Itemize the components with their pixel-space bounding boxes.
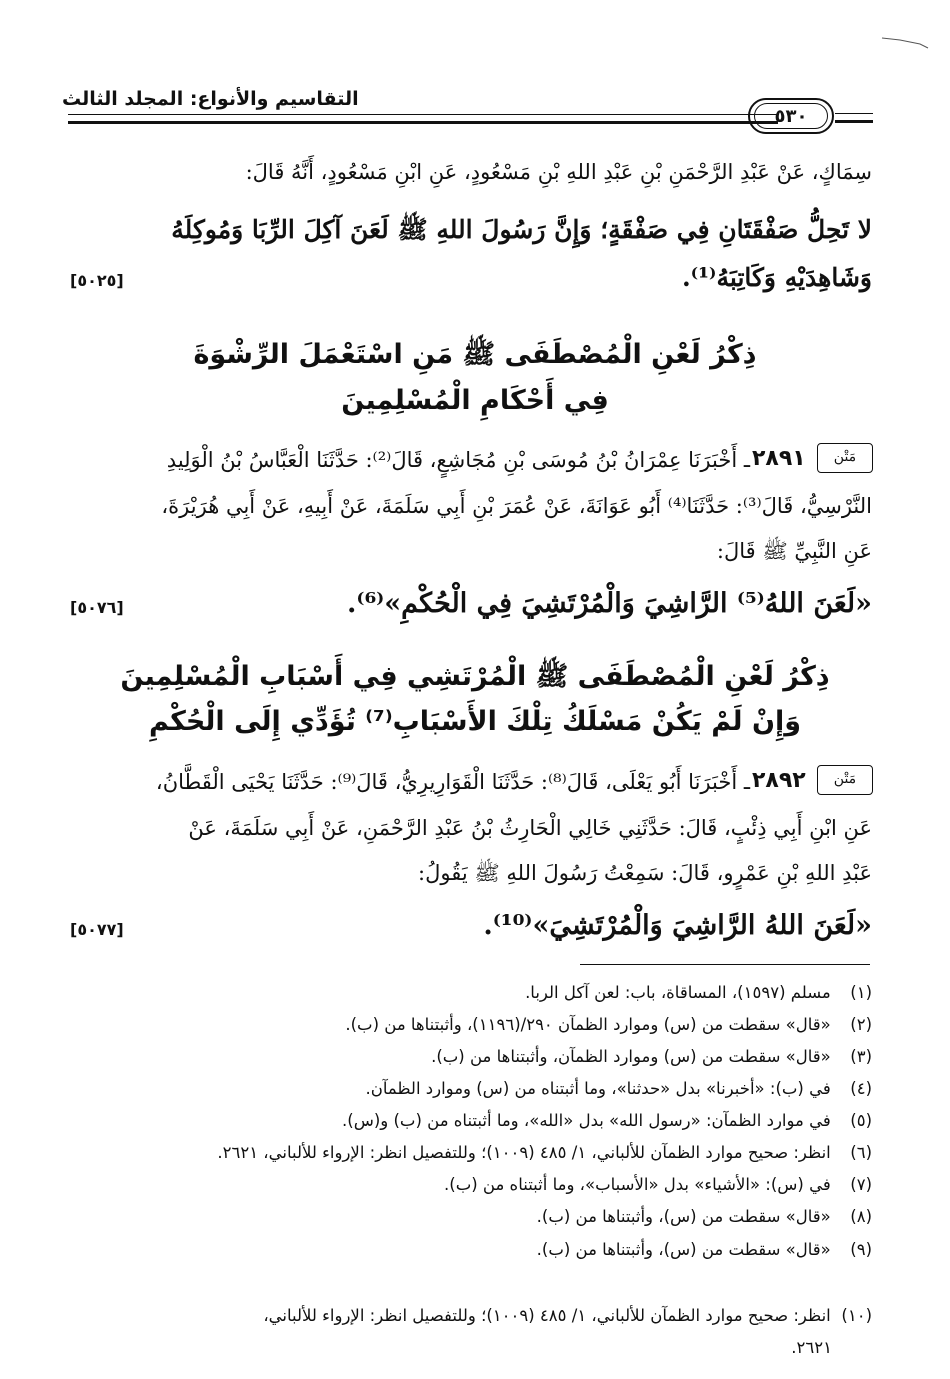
hadith-reference: [٥٠٧٧] — [70, 920, 124, 939]
header-rule — [68, 121, 778, 124]
hadith-marker-icon: مَتْن — [817, 765, 873, 795]
isnad-line: ـ أَخْبَرَنَا أَبُو يَعْلَى، قَالَ⁽⁸⁾: حَدَّثَنَا الْقَوَارِيرِيُّ، قَالَ⁽⁹⁾: حَدَّثَنَا يَحْيَى الْقَطَّانُ، — [155, 770, 750, 794]
footnote — [263, 1306, 872, 1325]
hadith-number: ٢٨٩١ — [752, 446, 806, 471]
footnote-number: (٤) — [850, 1079, 872, 1098]
footnote — [217, 1143, 872, 1162]
footnote-text: انظر: صحيح موارد الظمآن للألباني، ١/ ٤٨٥ (١٠٠٩)؛ وللتفصيل انظر: الإرواء للألباني، ٢٦٢١. — [217, 1143, 836, 1162]
hadith-number: ٢٨٩٢ — [752, 768, 806, 793]
isnad-line: النَّرْسِيُّ، قَالَ⁽³⁾: حَدَّثَنَا⁽⁴⁾ أَبُو عَوَانَةَ، عَنْ عُمَرَ بْنِ أَبِي سَلَمَةَ، عَنْ أَبِيهِ، عَنْ أَبِي هُرَيْرَةَ، — [161, 494, 872, 518]
hadith-text-line: «لَعَنَ اللهُ الرَّاشِيَ وَالْمُرْتَشِيَ»⁽¹⁰⁾. — [483, 910, 872, 941]
footnote-separator — [580, 964, 870, 965]
footnote — [342, 1111, 872, 1130]
isnad-line: عَنِ النَّبِيِّ ﷺ قَالَ: — [716, 539, 872, 563]
footnote-text: في (س): «الأشياء» بدل «الأسباب»، وما أثبتناه من (ب). — [444, 1175, 836, 1194]
footnote-text: «قال» سقطت من (س) وموارد الظمآن ٢٩٠/(١١٩٦)، وأثبتناها من (ب). — [345, 1015, 836, 1034]
footnote-number: (١٠) — [841, 1306, 872, 1325]
running-title: التقاسيم والأنواع: المجلد الثالث — [62, 88, 359, 110]
section-heading: ذِكْرُ لَعْنِ الْمُصْطَفَى ﷺ الْمُرْتَشِي فِي أَسْبَابِ الْمُسْلِمِينَ — [120, 661, 830, 692]
footnote — [431, 1047, 872, 1066]
intro-line: سِمَاكٍ، عَنْ عَبْدِ الرَّحْمَنِ بْنِ عَبْدِ اللهِ بْنِ مَسْعُودٍ، عَنِ ابْنِ مَسْعُودٍ، أَنَّهُ قَالَ: — [245, 160, 872, 184]
footnote-number: (٨) — [850, 1207, 872, 1226]
footnote-text: في (ب): «أخبرنا» بدل «حدثنا»، وما أثبتناه من (س) وموارد الظمآن. — [365, 1079, 836, 1098]
hadith-text-line: وَشَاهِدَيْهِ وَكَاتِبَهُ⁽¹⁾. — [681, 263, 872, 292]
hadith-text-line: لا تَحِلُّ صَفْقَتَانِ فِي صَفْقَةٍ؛ وَإِنَّ رَسُولَ اللهِ ﷺ لَعَنَ آكِلَ الرِّبَا وَمُوكِلَهُ — [171, 215, 872, 244]
scan-mark — [880, 30, 930, 50]
footnote-text: انظر: صحيح موارد الظمآن للألباني، ١/ ٤٨٥ (١٠٠٩)؛ وللتفصيل انظر: الإرواء للألباني، — [263, 1306, 836, 1325]
footnote-text: «قال» سقطت من (س)، وأثبتناها من (ب). — [536, 1240, 836, 1259]
page-number: ٥٣٠ — [754, 103, 828, 129]
footnote — [345, 1015, 872, 1034]
footnote-number: (٥) — [850, 1111, 872, 1130]
footnote — [537, 1207, 872, 1226]
footnote-number: (٣) — [850, 1047, 872, 1066]
footnote — [537, 1240, 872, 1259]
hadith-reference: [٥٠٢٥] — [70, 271, 124, 290]
hadith-marker-icon: مَتْن — [817, 443, 873, 473]
footnote-text: في موارد الظمآن: «رسول الله» بدل «الله»، وما أثبتناه من (ب) و(س). — [342, 1111, 836, 1130]
isnad-line: عَبْدِ اللهِ بْنِ عَمْرٍو، قَالَ: سَمِعْتُ رَسُولَ اللهِ ﷺ يَقُولُ: — [418, 861, 872, 885]
footnote-number: (٢) — [850, 1015, 872, 1034]
page-number-frame — [748, 98, 834, 134]
isnad-line: ـ أَخْبَرَنَا عِمْرَانُ بْنُ مُوسَى بْنِ مُجَاشِعٍ، قَالَ⁽²⁾: حَدَّثَنَا الْعَبَّاسُ بْنُ الْوَلِيدِ — [166, 448, 750, 472]
footnote-number: (١) — [850, 983, 872, 1002]
footnote-number: (٦) — [850, 1143, 872, 1162]
footnote — [444, 1175, 872, 1194]
footnote-text: «قال» سقطت من (س) وموارد الظمآن، وأثبتناها من (ب). — [431, 1047, 836, 1066]
header-rule — [835, 113, 873, 114]
header-rule — [835, 120, 873, 123]
header-rule — [68, 114, 778, 115]
section-heading: وَإِنْ لَمْ يَكُنْ مَسْلَكُ تِلْكَ الأَسْبَابِ⁽⁷⁾ تُؤَدِّي إِلَى الْحُكْمِ — [148, 706, 802, 737]
footnote-text: مسلم (١٥٩٧)، المساقاة، باب: لعن آكل الربا. — [525, 983, 836, 1002]
footnote-continuation: ٢٦٢١. — [791, 1338, 832, 1357]
footnote-number: (٧) — [850, 1175, 872, 1194]
hadith-text-line: «لَعَنَ اللهُ⁽⁵⁾ الرَّاشِيَ وَالْمُرْتَشِيَ فِي الْحُكْمِ»⁽⁶⁾. — [346, 588, 872, 619]
section-heading: ذِكْرُ لَعْنِ الْمُصْطَفَى ﷺ مَنِ اسْتَعْمَلَ الرِّشْوَةَ — [193, 339, 757, 370]
footnote — [365, 1079, 872, 1098]
isnad-line: عَنِ ابْنِ أَبِي ذِئْبٍ، قَالَ: حَدَّثَنِي خَالِي الْحَارِثُ بْنُ عَبْدِ الرَّحْمَنِ، عَنْ أَبِي سَلَمَةَ، عَنْ — [188, 816, 872, 840]
footnote-text: «قال» سقطت من (س)، وأثبتناها من (ب). — [536, 1207, 836, 1226]
footnote-number: (٩) — [850, 1240, 872, 1259]
hadith-reference: [٥٠٧٦] — [70, 598, 124, 617]
footnote — [525, 983, 872, 1002]
section-heading: فِي أَحْكَامِ الْمُسْلِمِينَ — [341, 385, 609, 416]
